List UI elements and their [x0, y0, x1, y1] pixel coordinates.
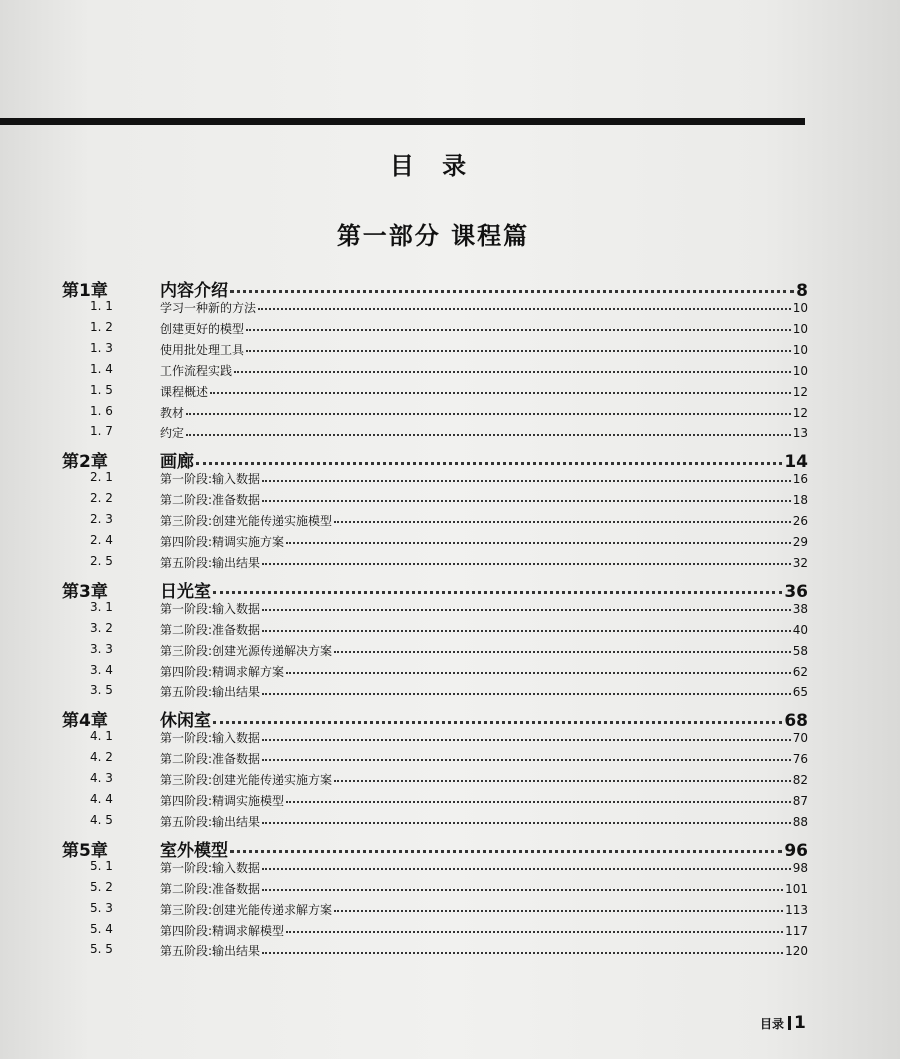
section-title: 第四阶段:精调求解方案 — [160, 664, 285, 679]
section-title: 学习一种新的方法 — [160, 301, 257, 315]
section-page: 40 — [792, 622, 808, 637]
section-number: 3. 5 — [90, 683, 113, 698]
section-number: 5. 1 — [90, 858, 113, 873]
leader-dots — [262, 944, 783, 953]
section-title: 第二阶段:准备数据 — [160, 622, 261, 637]
section-number: 4. 3 — [90, 771, 113, 786]
section-title: 第五阶段:输出结果 — [160, 685, 261, 700]
section-page: 12 — [792, 384, 808, 399]
section-number: 3. 4 — [90, 662, 113, 677]
section-number: 5. 3 — [90, 900, 113, 915]
section-number: 1. 4 — [90, 361, 113, 376]
section-page: 10 — [792, 321, 808, 336]
section-leader — [160, 362, 808, 379]
section-page: 32 — [792, 555, 808, 570]
section-leader — [160, 533, 808, 550]
leader-dots — [286, 794, 791, 803]
leader-dots — [186, 406, 791, 415]
section-title: 约定 — [160, 426, 185, 441]
part-title: 第一部分 课程篇 — [336, 222, 530, 250]
section-title: 使用批处理工具 — [160, 342, 245, 357]
section-page: 82 — [792, 773, 808, 788]
section-page: 16 — [792, 472, 808, 487]
leader-dots — [230, 840, 782, 853]
chapter-title: 室外模型 — [160, 840, 228, 861]
section-title: 第三阶段:创建光能传递实施方案 — [160, 773, 333, 788]
section-leader — [160, 771, 808, 788]
section-title: 第四阶段:精调实施方案 — [160, 535, 285, 549]
section-leader — [160, 341, 808, 358]
section-page: 87 — [792, 794, 808, 808]
leader-dots — [213, 711, 782, 724]
section-title: 第三阶段:创建光能传递求解方案 — [160, 902, 333, 917]
chapter-page: 68 — [784, 711, 808, 732]
footer-page-number: 1 — [794, 1013, 806, 1033]
section-page: 101 — [785, 881, 808, 896]
section-page: 58 — [792, 643, 808, 658]
leader-dots — [196, 452, 782, 465]
section-page: 98 — [792, 860, 808, 875]
chapter-title: 日光室 — [160, 581, 211, 602]
section-leader — [160, 600, 808, 617]
footer-label: 目录 — [760, 1017, 785, 1031]
leader-dots — [186, 426, 791, 435]
chapter-label: 第1章 — [62, 281, 108, 301]
section-page: 113 — [785, 902, 808, 917]
chapter-leader — [160, 577, 808, 602]
section-page: 38 — [792, 601, 808, 616]
section-page: 12 — [792, 405, 808, 420]
leader-dots — [246, 322, 791, 331]
section-number: 2. 5 — [90, 553, 113, 568]
leader-dots — [262, 493, 791, 502]
section-leader — [160, 491, 808, 508]
leader-dots — [334, 514, 791, 523]
section-title: 第二阶段:准备数据 — [160, 493, 261, 508]
section-page: 18 — [792, 493, 808, 508]
section-page: 120 — [785, 944, 808, 959]
section-title: 第一阶段:输入数据 — [160, 731, 261, 746]
section-page: 62 — [792, 664, 808, 679]
leader-dots — [262, 731, 791, 740]
leader-dots — [286, 924, 783, 933]
section-leader — [160, 320, 808, 337]
leader-dots — [262, 752, 791, 761]
section-number: 3. 1 — [90, 599, 113, 614]
section-page: 70 — [792, 731, 808, 746]
chapter-page: 96 — [784, 840, 808, 861]
section-title: 第三阶段:创建光能传递实施模型 — [160, 514, 333, 529]
section-leader — [160, 424, 808, 441]
section-page: 65 — [792, 685, 808, 700]
section-number: 1. 1 — [90, 299, 113, 313]
top-rule — [0, 118, 805, 125]
leader-dots — [262, 861, 791, 870]
section-leader — [160, 554, 808, 571]
chapter-leader — [160, 447, 808, 472]
section-number: 4. 2 — [90, 750, 113, 765]
section-number: 1. 6 — [90, 403, 113, 418]
chapter-leader — [160, 276, 808, 301]
section-title: 课程概述 — [160, 384, 209, 399]
leader-dots — [258, 301, 791, 310]
section-title: 第一阶段:输入数据 — [160, 601, 261, 616]
chapter-title: 休闲室 — [160, 711, 211, 732]
section-leader — [160, 642, 808, 659]
section-leader — [160, 901, 808, 918]
leader-dots — [210, 385, 791, 394]
leader-dots — [334, 903, 783, 912]
section-number: 5. 5 — [90, 942, 113, 957]
chapter-label: 第4章 — [62, 711, 108, 732]
section-leader — [160, 663, 808, 680]
section-number: 2. 1 — [90, 470, 113, 485]
chapter-leader — [160, 836, 808, 861]
section-title: 第三阶段:创建光源传递解决方案 — [160, 643, 333, 658]
page-footer — [760, 1013, 806, 1033]
section-title: 第五阶段:输出结果 — [160, 814, 261, 829]
section-number: 2. 4 — [90, 533, 113, 547]
leader-dots — [334, 644, 791, 653]
section-title: 第四阶段:精调求解模型 — [160, 923, 285, 938]
chapter-page: 36 — [784, 581, 808, 602]
leader-dots — [334, 773, 791, 782]
chapter-title: 内容介绍 — [160, 281, 228, 301]
section-title: 第一阶段:输入数据 — [160, 860, 261, 875]
section-leader — [160, 922, 808, 939]
section-title: 第四阶段:精调实施模型 — [160, 794, 285, 808]
section-number: 3. 3 — [90, 641, 113, 656]
section-leader — [160, 729, 808, 746]
section-title: 第二阶段:准备数据 — [160, 881, 261, 896]
section-page: 10 — [792, 342, 808, 357]
section-page: 10 — [792, 363, 808, 378]
leader-dots — [234, 364, 791, 373]
section-title: 教材 — [160, 405, 185, 420]
section-page: 117 — [785, 923, 808, 938]
chapter-label: 第3章 — [62, 581, 108, 602]
section-leader — [160, 813, 808, 830]
section-number: 2. 2 — [90, 491, 113, 506]
section-page: 26 — [792, 514, 808, 529]
leader-dots — [246, 343, 791, 352]
section-number: 4. 5 — [90, 812, 113, 827]
section-number: 3. 2 — [90, 620, 113, 635]
leader-dots — [286, 535, 791, 544]
page-title: 目 录 — [389, 152, 477, 180]
section-page: 13 — [792, 426, 808, 441]
section-number: 5. 2 — [90, 879, 113, 894]
section-title: 工作流程实践 — [160, 363, 233, 378]
leader-dots — [230, 280, 794, 293]
chapter-title: 画廊 — [160, 452, 194, 473]
chapter-label: 第2章 — [62, 452, 108, 473]
section-title: 创建更好的模型 — [160, 321, 245, 336]
section-number: 1. 5 — [90, 382, 113, 397]
leader-dots — [262, 815, 791, 824]
leader-dots — [262, 556, 791, 565]
section-number: 4. 4 — [90, 792, 113, 806]
chapter-page: 14 — [784, 452, 808, 473]
section-number: 5. 4 — [90, 921, 113, 936]
section-leader — [160, 299, 808, 316]
section-page: 76 — [792, 752, 808, 767]
section-leader — [160, 621, 808, 638]
leader-dots — [262, 602, 791, 611]
section-leader — [160, 942, 808, 959]
section-leader — [160, 683, 808, 700]
section-title: 第一阶段:输入数据 — [160, 472, 261, 487]
section-title: 第五阶段:输出结果 — [160, 944, 261, 959]
leader-dots — [213, 581, 782, 594]
section-page: 29 — [792, 535, 808, 549]
chapter-label: 第5章 — [62, 840, 108, 861]
section-leader — [160, 470, 808, 487]
footer-divider — [788, 1016, 791, 1030]
section-leader — [160, 792, 808, 809]
section-leader — [160, 383, 808, 400]
leader-dots — [286, 665, 791, 674]
chapter-page: 8 — [796, 281, 808, 301]
section-title: 第二阶段:准备数据 — [160, 752, 261, 767]
section-leader — [160, 512, 808, 529]
section-number: 4. 1 — [90, 729, 113, 744]
section-leader — [160, 750, 808, 767]
leader-dots — [262, 882, 783, 891]
section-leader — [160, 880, 808, 897]
section-title: 第五阶段:输出结果 — [160, 555, 261, 570]
chapter-leader — [160, 706, 808, 731]
leader-dots — [262, 623, 791, 632]
leader-dots — [262, 685, 791, 694]
section-number: 1. 2 — [90, 319, 113, 334]
section-page: 10 — [792, 301, 808, 315]
section-leader — [160, 859, 808, 876]
section-page: 88 — [792, 814, 808, 829]
section-number: 1. 7 — [90, 424, 113, 439]
section-number: 1. 3 — [90, 340, 113, 355]
section-number: 2. 3 — [90, 512, 113, 527]
section-leader — [160, 404, 808, 421]
leader-dots — [262, 472, 791, 481]
